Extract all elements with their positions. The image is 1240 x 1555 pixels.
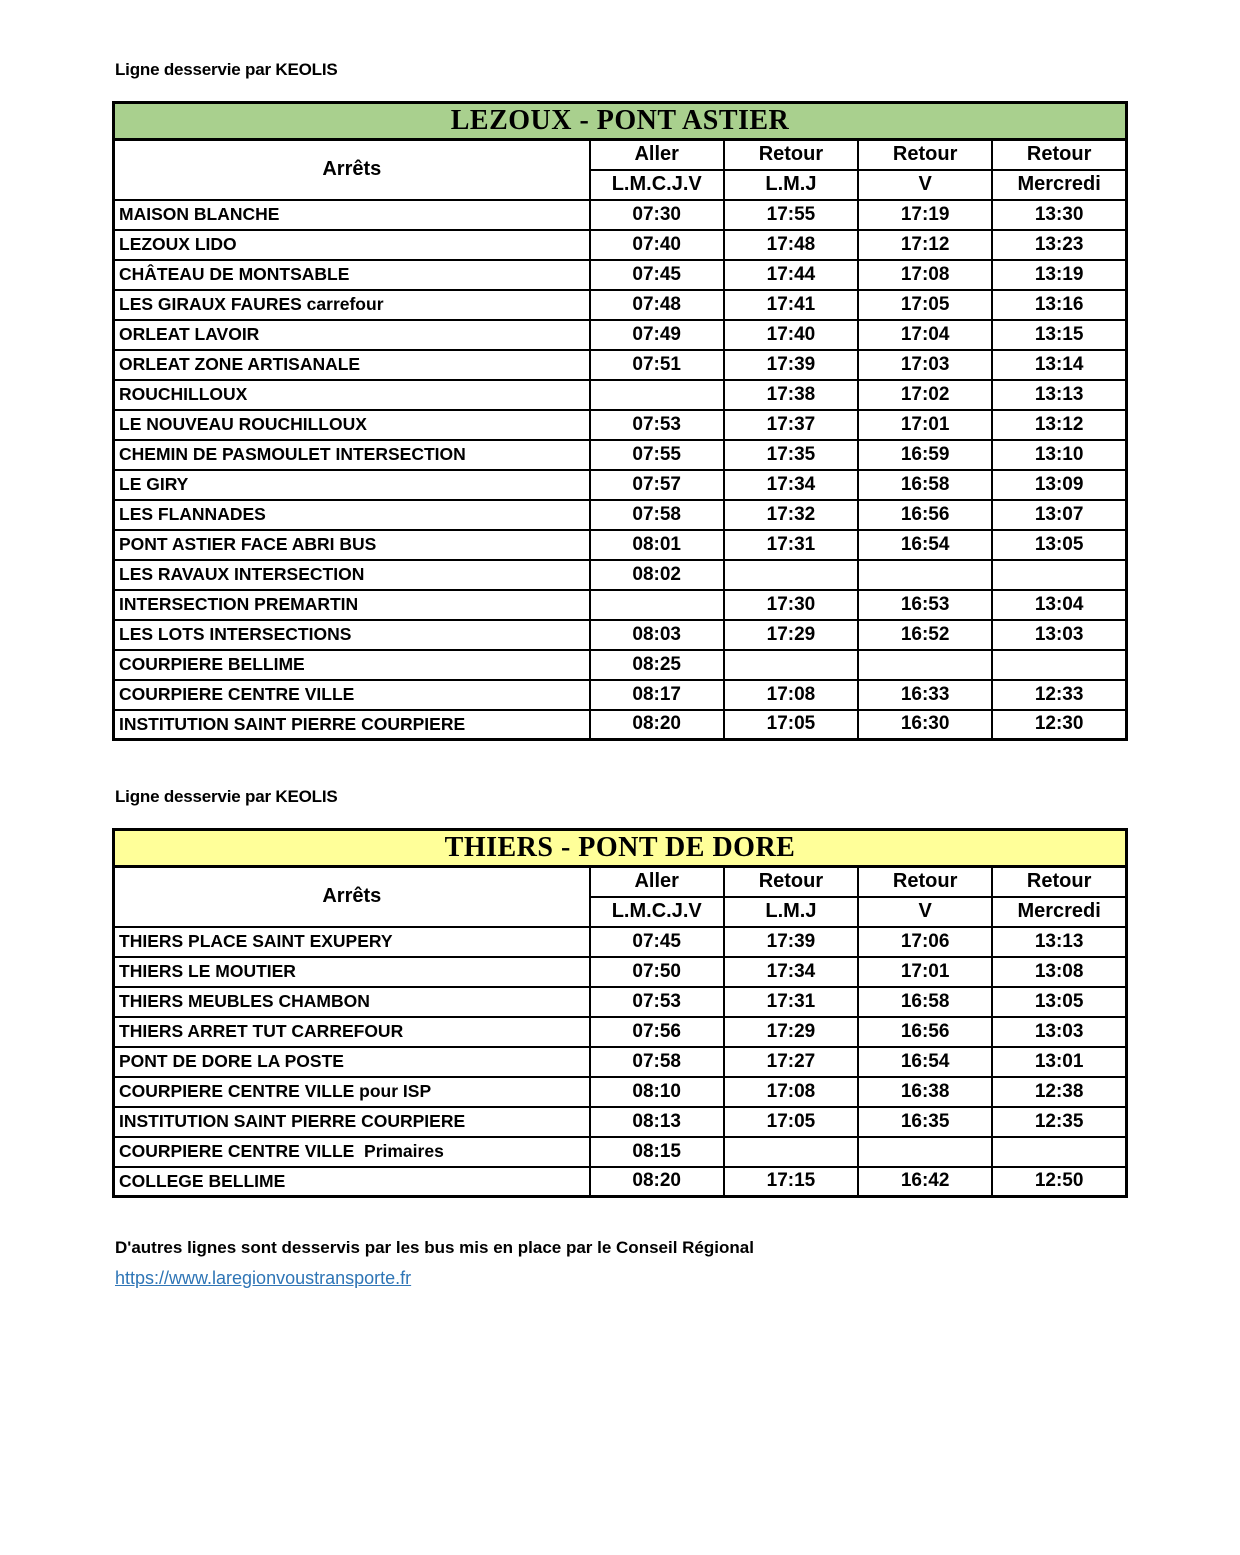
table-row xyxy=(114,1077,1127,1107)
time-cell: 07:50 xyxy=(590,957,724,987)
time-cell: 13:15 xyxy=(992,320,1126,350)
timetable-lezoux-pont-astier xyxy=(112,101,1128,741)
stop-name-cell: INTERSECTION PREMARTIN xyxy=(114,590,590,620)
time-cell xyxy=(858,1137,992,1167)
time-cell: 13:10 xyxy=(992,440,1126,470)
stop-name-cell: CHEMIN DE PASMOULET INTERSECTION xyxy=(114,440,590,470)
table-row xyxy=(114,440,1127,470)
stops-column-header: Arrêts xyxy=(114,140,590,200)
table-row xyxy=(114,410,1127,440)
time-cell: 12:33 xyxy=(992,680,1126,710)
table-title: THIERS - PONT DE DORE xyxy=(114,830,1127,867)
time-cell: 07:48 xyxy=(590,290,724,320)
time-cell: 17:06 xyxy=(858,927,992,957)
line-operator-label-1: Ligne desservie par KEOLIS xyxy=(115,60,338,79)
time-cell: 17:08 xyxy=(724,1077,858,1107)
table-row xyxy=(114,290,1127,320)
time-cell: 16:38 xyxy=(858,1077,992,1107)
column-header-direction: Retour xyxy=(858,140,992,170)
column-header-days: L.M.C.J.V xyxy=(590,897,724,927)
time-cell: 13:03 xyxy=(992,620,1126,650)
column-header-direction: Aller xyxy=(590,140,724,170)
time-cell: 08:02 xyxy=(590,560,724,590)
time-cell: 08:20 xyxy=(590,710,724,740)
table-title-row xyxy=(114,103,1127,140)
timetable-thiers-pont-de-dore xyxy=(112,828,1128,1198)
stop-name-cell: CHÂTEAU DE MONTSABLE xyxy=(114,260,590,290)
time-cell xyxy=(590,590,724,620)
time-cell: 08:20 xyxy=(590,1167,724,1197)
time-cell: 17:29 xyxy=(724,1017,858,1047)
time-cell: 08:13 xyxy=(590,1107,724,1137)
column-header-days: V xyxy=(858,170,992,200)
time-cell: 17:48 xyxy=(724,230,858,260)
table-row xyxy=(114,680,1127,710)
table-title-row xyxy=(114,830,1127,867)
stop-name-cell: COURPIERE CENTRE VILLE Primaires xyxy=(114,1137,590,1167)
column-header-days: L.M.C.J.V xyxy=(590,170,724,200)
time-cell: 16:59 xyxy=(858,440,992,470)
time-cell: 16:56 xyxy=(858,500,992,530)
time-cell: 16:54 xyxy=(858,530,992,560)
time-cell xyxy=(724,650,858,680)
time-cell: 17:03 xyxy=(858,350,992,380)
column-header-days: Mercredi xyxy=(992,897,1126,927)
time-cell xyxy=(858,650,992,680)
table-title: LEZOUX - PONT ASTIER xyxy=(114,103,1127,140)
time-cell: 17:27 xyxy=(724,1047,858,1077)
time-cell: 13:09 xyxy=(992,470,1126,500)
table-row xyxy=(114,1167,1127,1197)
table-row xyxy=(114,320,1127,350)
column-header-direction: Retour xyxy=(992,140,1126,170)
time-cell: 16:52 xyxy=(858,620,992,650)
time-cell: 13:30 xyxy=(992,200,1126,230)
time-cell: 17:35 xyxy=(724,440,858,470)
time-cell: 07:40 xyxy=(590,230,724,260)
time-cell: 16:54 xyxy=(858,1047,992,1077)
time-cell: 17:39 xyxy=(724,927,858,957)
time-cell: 17:38 xyxy=(724,380,858,410)
time-cell xyxy=(992,560,1126,590)
column-header-days: L.M.J xyxy=(724,170,858,200)
time-cell: 07:53 xyxy=(590,410,724,440)
time-cell: 07:53 xyxy=(590,987,724,1017)
table-row xyxy=(114,620,1127,650)
time-cell: 16:56 xyxy=(858,1017,992,1047)
line-operator-label-2: Ligne desservie par KEOLIS xyxy=(115,787,338,806)
time-cell: 17:08 xyxy=(858,260,992,290)
stop-name-cell: LEZOUX LIDO xyxy=(114,230,590,260)
stop-name-cell: COURPIERE CENTRE VILLE xyxy=(114,680,590,710)
table-row xyxy=(114,590,1127,620)
time-cell: 07:45 xyxy=(590,927,724,957)
stop-name-cell: THIERS MEUBLES CHAMBON xyxy=(114,987,590,1017)
time-cell: 17:39 xyxy=(724,350,858,380)
stop-name-cell: PONT ASTIER FACE ABRI BUS xyxy=(114,530,590,560)
time-cell xyxy=(858,560,992,590)
table-row xyxy=(114,200,1127,230)
time-cell: 17:40 xyxy=(724,320,858,350)
time-cell: 13:08 xyxy=(992,957,1126,987)
time-cell: 08:03 xyxy=(590,620,724,650)
time-cell: 17:30 xyxy=(724,590,858,620)
time-cell: 13:12 xyxy=(992,410,1126,440)
table-row xyxy=(114,1107,1127,1137)
column-header-direction: Retour xyxy=(858,867,992,897)
stop-name-cell: ORLEAT LAVOIR xyxy=(114,320,590,350)
time-cell xyxy=(590,380,724,410)
stop-name-cell: LE GIRY xyxy=(114,470,590,500)
time-cell: 17:01 xyxy=(858,410,992,440)
footer xyxy=(112,1238,1128,1289)
time-cell: 17:31 xyxy=(724,987,858,1017)
time-cell: 16:33 xyxy=(858,680,992,710)
time-cell: 12:50 xyxy=(992,1167,1126,1197)
time-cell: 13:05 xyxy=(992,530,1126,560)
time-cell: 17:19 xyxy=(858,200,992,230)
time-cell xyxy=(992,650,1126,680)
footer-note: D'autres lignes sont desservis par les bus mis en place par le Conseil Régional xyxy=(115,1238,754,1257)
table-header-row-top xyxy=(114,867,1127,897)
time-cell: 12:38 xyxy=(992,1077,1126,1107)
column-header-direction: Retour xyxy=(992,867,1126,897)
table-row xyxy=(114,500,1127,530)
column-header-direction: Aller xyxy=(590,867,724,897)
time-cell: 17:34 xyxy=(724,957,858,987)
stop-name-cell: THIERS LE MOUTIER xyxy=(114,957,590,987)
region-transport-link[interactable]: https://www.laregionvoustransporte.fr xyxy=(115,1268,412,1288)
stop-name-cell: LES FLANNADES xyxy=(114,500,590,530)
time-cell: 12:35 xyxy=(992,1107,1126,1137)
time-cell: 08:25 xyxy=(590,650,724,680)
table-row xyxy=(114,560,1127,590)
stops-column-header: Arrêts xyxy=(114,867,590,927)
table-row xyxy=(114,1137,1127,1167)
time-cell: 08:15 xyxy=(590,1137,724,1167)
time-cell: 08:10 xyxy=(590,1077,724,1107)
time-cell: 17:34 xyxy=(724,470,858,500)
column-header-direction: Retour xyxy=(724,140,858,170)
time-cell: 17:55 xyxy=(724,200,858,230)
time-cell: 07:58 xyxy=(590,500,724,530)
stop-name-cell: COURPIERE CENTRE VILLE pour ISP xyxy=(114,1077,590,1107)
time-cell: 16:53 xyxy=(858,590,992,620)
time-cell: 17:02 xyxy=(858,380,992,410)
table-row xyxy=(114,1047,1127,1077)
stop-name-cell: THIERS PLACE SAINT EXUPERY xyxy=(114,927,590,957)
stop-name-cell: INSTITUTION SAINT PIERRE COURPIERE xyxy=(114,1107,590,1137)
time-cell: 13:04 xyxy=(992,590,1126,620)
time-cell: 13:13 xyxy=(992,380,1126,410)
time-cell: 07:57 xyxy=(590,470,724,500)
table-row xyxy=(114,350,1127,380)
time-cell: 07:45 xyxy=(590,260,724,290)
table-row xyxy=(114,470,1127,500)
time-cell: 13:13 xyxy=(992,927,1126,957)
time-cell: 07:51 xyxy=(590,350,724,380)
table-row xyxy=(114,710,1127,740)
time-cell: 16:35 xyxy=(858,1107,992,1137)
stop-name-cell: THIERS ARRET TUT CARREFOUR xyxy=(114,1017,590,1047)
time-cell: 17:12 xyxy=(858,230,992,260)
time-cell xyxy=(992,1137,1126,1167)
time-cell: 17:08 xyxy=(724,680,858,710)
column-header-days: L.M.J xyxy=(724,897,858,927)
time-cell: 08:17 xyxy=(590,680,724,710)
time-cell: 17:05 xyxy=(858,290,992,320)
time-cell: 17:44 xyxy=(724,260,858,290)
column-header-days: Mercredi xyxy=(992,170,1126,200)
time-cell: 13:14 xyxy=(992,350,1126,380)
time-cell xyxy=(724,560,858,590)
time-cell: 13:07 xyxy=(992,500,1126,530)
timetable-body xyxy=(114,927,1127,1197)
time-cell: 17:04 xyxy=(858,320,992,350)
stop-name-cell: ORLEAT ZONE ARTISANALE xyxy=(114,350,590,380)
time-cell: 13:03 xyxy=(992,1017,1126,1047)
time-cell: 07:58 xyxy=(590,1047,724,1077)
time-cell: 07:55 xyxy=(590,440,724,470)
table-row xyxy=(114,1017,1127,1047)
stop-name-cell: PONT DE DORE LA POSTE xyxy=(114,1047,590,1077)
time-cell: 17:05 xyxy=(724,1107,858,1137)
table-row xyxy=(114,230,1127,260)
stop-name-cell: LES GIRAUX FAURES carrefour xyxy=(114,290,590,320)
time-cell: 17:37 xyxy=(724,410,858,440)
time-cell: 16:42 xyxy=(858,1167,992,1197)
time-cell: 07:49 xyxy=(590,320,724,350)
stop-name-cell: ROUCHILLOUX xyxy=(114,380,590,410)
table-row xyxy=(114,987,1127,1017)
time-cell: 17:05 xyxy=(724,710,858,740)
column-header-days: V xyxy=(858,897,992,927)
time-cell: 16:30 xyxy=(858,710,992,740)
table-row xyxy=(114,380,1127,410)
time-cell: 16:58 xyxy=(858,470,992,500)
time-cell: 17:32 xyxy=(724,500,858,530)
time-cell: 07:56 xyxy=(590,1017,724,1047)
stop-name-cell: INSTITUTION SAINT PIERRE COURPIERE xyxy=(114,710,590,740)
time-cell: 16:58 xyxy=(858,987,992,1017)
time-cell: 13:01 xyxy=(992,1047,1126,1077)
time-cell: 07:30 xyxy=(590,200,724,230)
time-cell: 13:05 xyxy=(992,987,1126,1017)
stop-name-cell: COURPIERE BELLIME xyxy=(114,650,590,680)
time-cell: 13:19 xyxy=(992,260,1126,290)
time-cell: 13:16 xyxy=(992,290,1126,320)
time-cell: 17:15 xyxy=(724,1167,858,1197)
table-row xyxy=(114,957,1127,987)
time-cell: 08:01 xyxy=(590,530,724,560)
table-row xyxy=(114,260,1127,290)
time-cell: 17:29 xyxy=(724,620,858,650)
time-cell: 13:23 xyxy=(992,230,1126,260)
stop-name-cell: MAISON BLANCHE xyxy=(114,200,590,230)
table-row xyxy=(114,927,1127,957)
column-header-direction: Retour xyxy=(724,867,858,897)
time-cell: 17:31 xyxy=(724,530,858,560)
time-cell xyxy=(724,1137,858,1167)
table-row xyxy=(114,650,1127,680)
time-cell: 17:41 xyxy=(724,290,858,320)
stop-name-cell: LE NOUVEAU ROUCHILLOUX xyxy=(114,410,590,440)
table-row xyxy=(114,530,1127,560)
stop-name-cell: LES RAVAUX INTERSECTION xyxy=(114,560,590,590)
time-cell: 17:01 xyxy=(858,957,992,987)
time-cell: 12:30 xyxy=(992,710,1126,740)
stop-name-cell: COLLEGE BELLIME xyxy=(114,1167,590,1197)
stop-name-cell: LES LOTS INTERSECTIONS xyxy=(114,620,590,650)
timetable-body xyxy=(114,200,1127,740)
table-header-row-top xyxy=(114,140,1127,170)
